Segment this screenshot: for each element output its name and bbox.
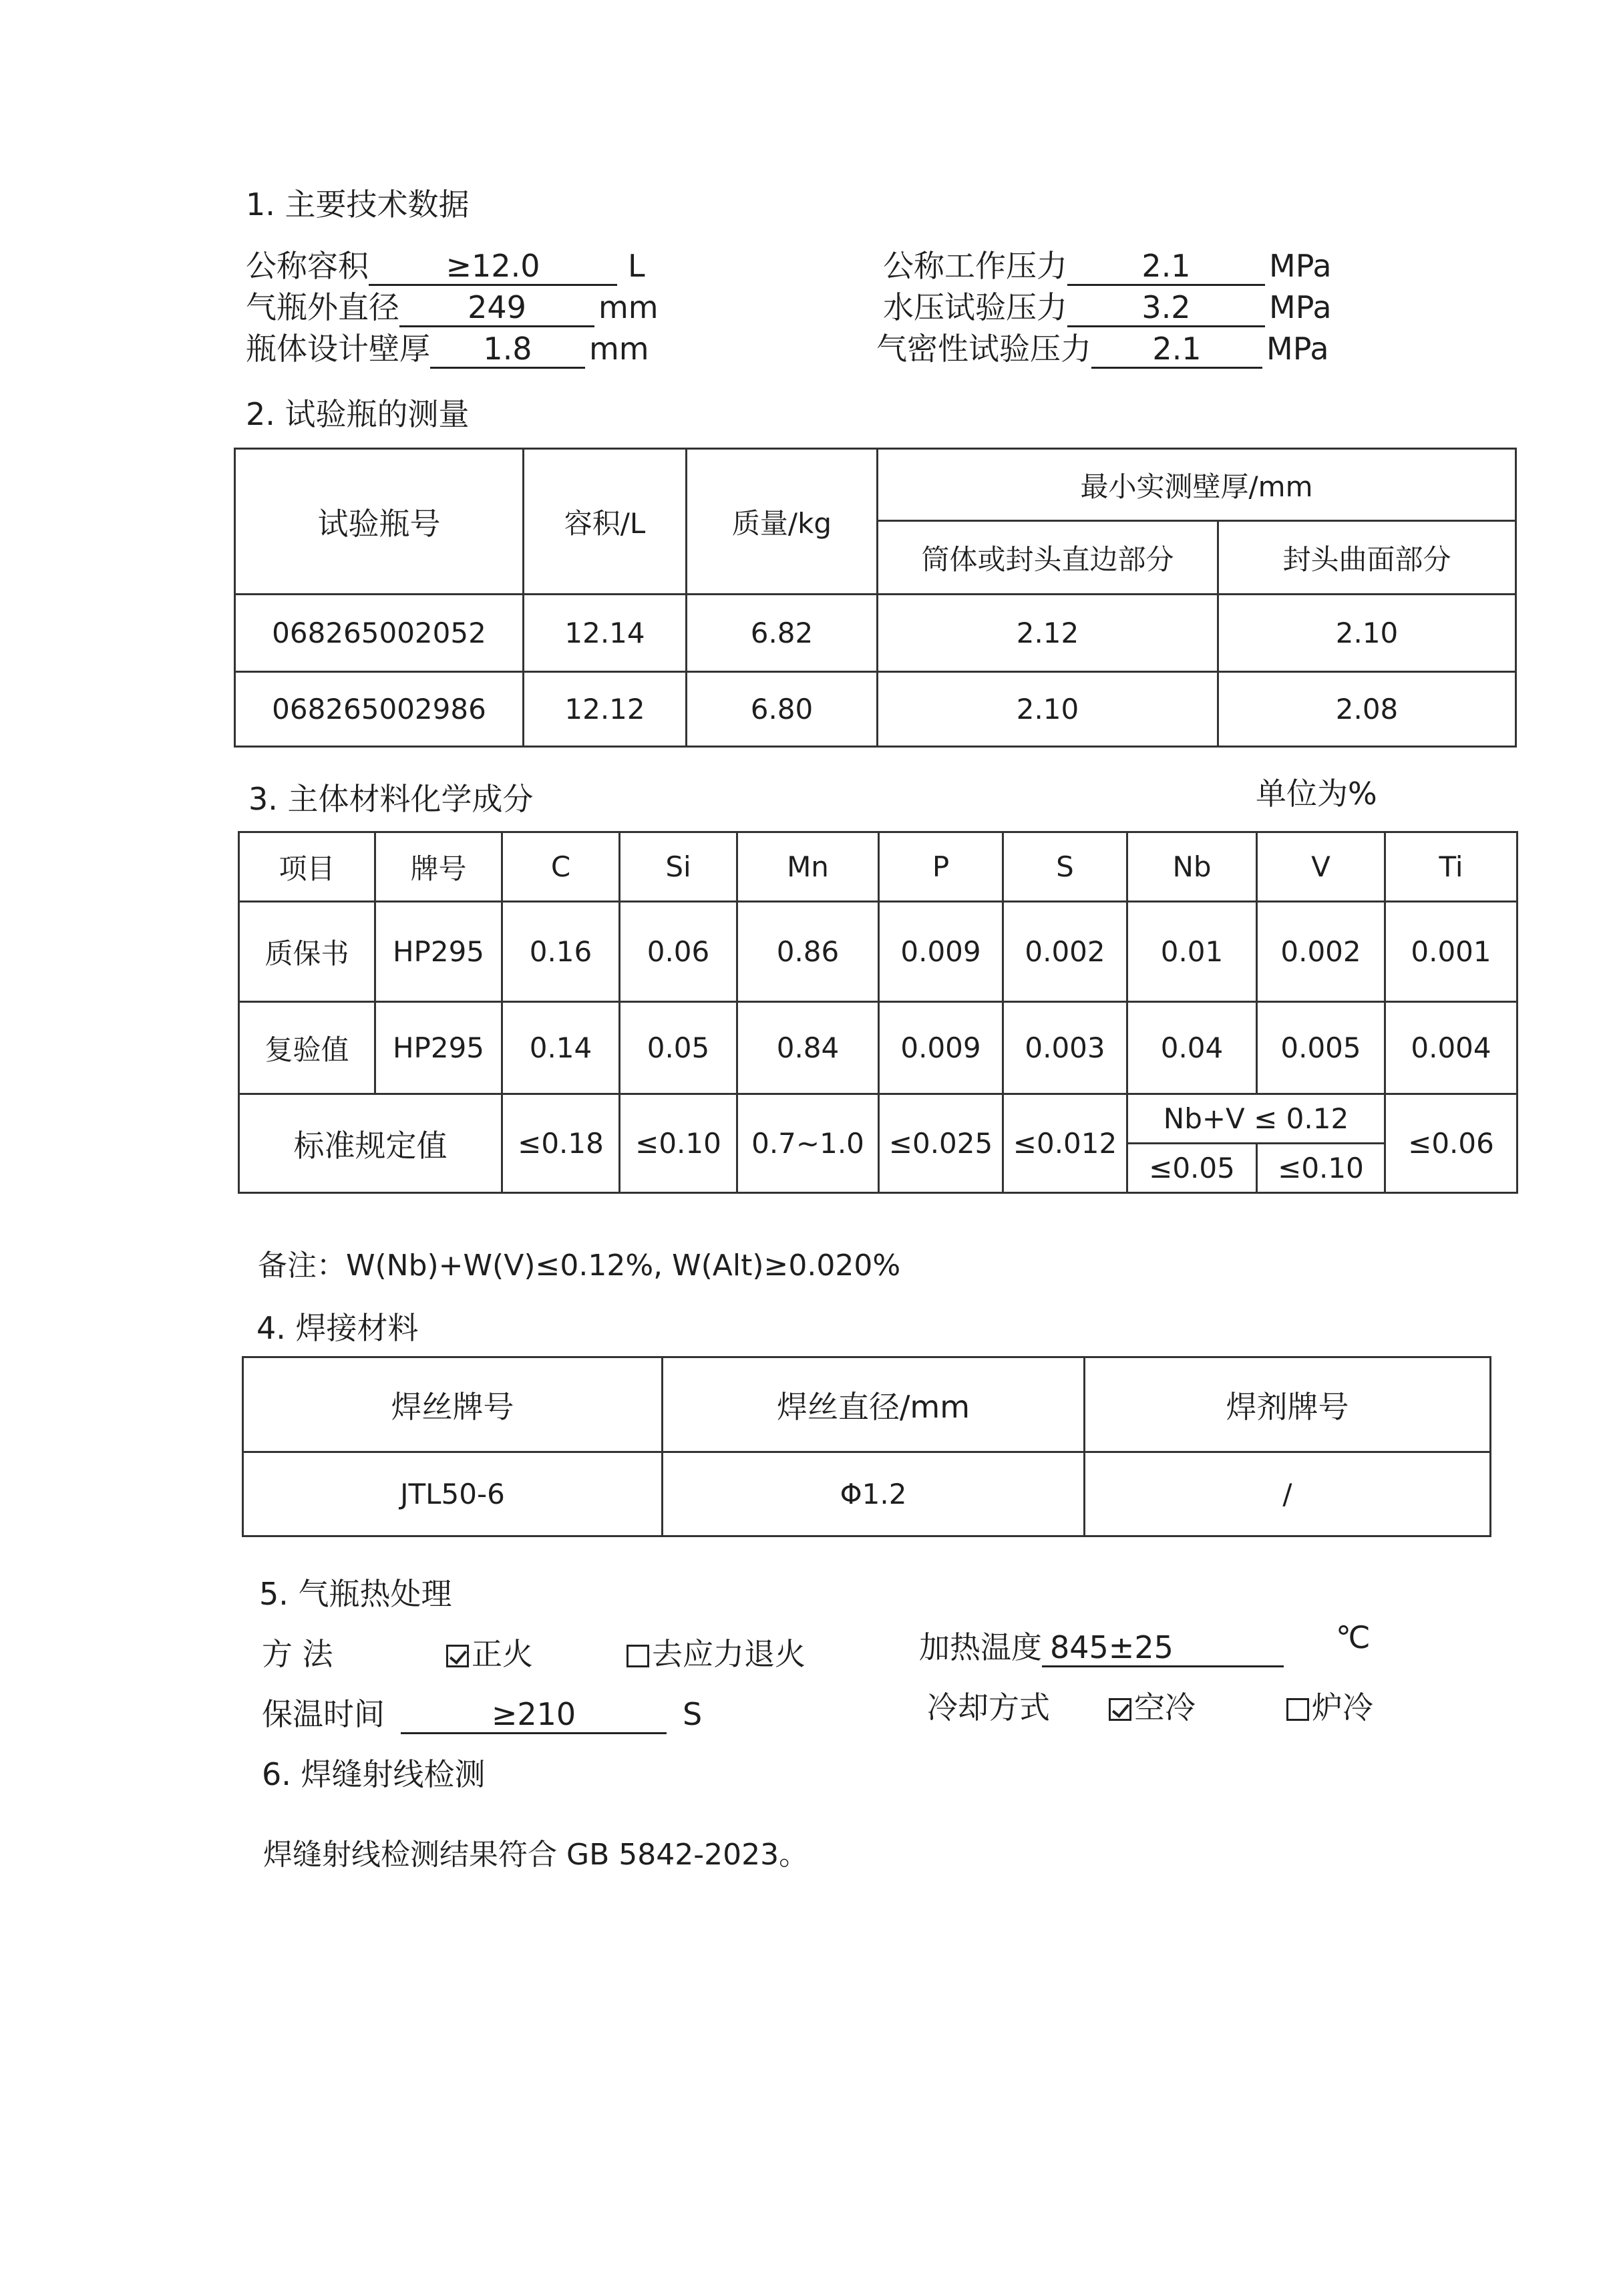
hold-time-label: 保温时间: [262, 1696, 385, 1732]
option-furnace-cool-label: 炉冷: [1312, 1689, 1373, 1726]
item-cell: 复验值: [239, 1002, 375, 1094]
col-wire-diameter: 焊丝直径/mm: [663, 1357, 1085, 1452]
section-2-title: 2. 试验瓶的测量: [246, 396, 470, 432]
straight-cell: 2.10: [878, 672, 1218, 747]
standard-si: ≤0.10: [620, 1094, 737, 1193]
grade-cell: HP295: [375, 1002, 502, 1094]
wire-grade-cell: JTL50-6: [243, 1452, 663, 1536]
chemical-composition-table: [238, 831, 1518, 1194]
heat-temp-value: 845±25: [1042, 1630, 1284, 1667]
leak-pressure-row: [876, 325, 1329, 369]
standard-nb: ≤0.05: [1127, 1144, 1257, 1193]
welding-material-table: [242, 1356, 1491, 1537]
straight-cell: 2.12: [878, 595, 1218, 672]
standard-s: ≤0.012: [1003, 1094, 1127, 1193]
table-row: [239, 902, 1517, 1002]
hold-time-unit: S: [683, 1696, 703, 1732]
col-curved-part: 封头曲面部分: [1218, 521, 1516, 595]
option-normalize[interactable]: [446, 1630, 533, 1674]
grade-cell: HP295: [375, 902, 502, 1002]
value-cell: 0.002: [1257, 902, 1385, 1002]
standard-p: ≤0.025: [879, 1094, 1003, 1193]
value-cell: 0.14: [502, 1002, 620, 1094]
option-air-cool[interactable]: [1109, 1683, 1196, 1728]
option-normalize-label: 正火: [472, 1636, 533, 1672]
nominal-volume-value: ≥12.0: [369, 249, 617, 286]
value-cell: 0.06: [620, 902, 737, 1002]
leak-pressure-unit: MPa: [1266, 331, 1329, 367]
value-cell: 0.003: [1003, 1002, 1127, 1094]
value-cell: 0.84: [737, 1002, 879, 1094]
col-s: S: [1003, 832, 1127, 902]
welding-header-row: [243, 1357, 1491, 1452]
section-5-title: 5. 气瓶热处理: [259, 1576, 452, 1612]
bottle-no-cell: 068265002052: [235, 595, 524, 672]
outer-diameter-label: 气瓶外直径: [246, 289, 399, 325]
option-furnace-cool[interactable]: [1286, 1683, 1373, 1728]
table-row: [235, 595, 1516, 672]
col-nb: Nb: [1127, 832, 1257, 902]
col-si: Si: [620, 832, 737, 902]
col-grade: 牌号: [375, 832, 502, 902]
wall-thickness-label: 瓶体设计壁厚: [246, 331, 430, 367]
standard-row: [239, 1094, 1517, 1144]
value-cell: 0.86: [737, 902, 879, 1002]
wall-thickness-row: [246, 325, 649, 369]
value-cell: 0.005: [1257, 1002, 1385, 1094]
cooling-label: 冷却方式: [927, 1689, 1050, 1726]
hold-time-row: [262, 1690, 702, 1734]
working-pressure-label: 公称工作压力: [883, 248, 1067, 284]
option-air-cool-label: 空冷: [1134, 1689, 1196, 1726]
method-label: 方 法: [262, 1636, 333, 1672]
value-cell: 0.16: [502, 902, 620, 1002]
value-cell: 0.002: [1003, 902, 1127, 1002]
leak-pressure-value: 2.1: [1091, 331, 1262, 369]
col-wire-grade: 焊丝牌号: [243, 1357, 663, 1452]
measurement-table: [234, 448, 1517, 748]
volume-cell: 12.12: [524, 672, 687, 747]
table-header-row: [235, 449, 1516, 521]
value-cell: 0.04: [1127, 1002, 1257, 1094]
unchecked-checkbox-icon[interactable]: [1286, 1698, 1309, 1721]
value-cell: 0.004: [1385, 1002, 1517, 1094]
outer-diameter-unit: mm: [598, 289, 659, 325]
col-p: P: [879, 832, 1003, 902]
table-row: [243, 1452, 1491, 1536]
flux-grade-cell: /: [1085, 1452, 1491, 1536]
outer-diameter-value: 249: [399, 290, 594, 327]
volume-cell: 12.14: [524, 595, 687, 672]
wire-diameter-cell: Φ1.2: [663, 1452, 1085, 1536]
section-6-title: 6. 焊缝射线检测: [262, 1756, 486, 1792]
col-volume: 容积/L: [524, 449, 687, 595]
standard-v: ≤0.10: [1257, 1144, 1385, 1193]
value-cell: 0.05: [620, 1002, 737, 1094]
value-cell: 0.009: [879, 902, 1003, 1002]
heat-temp-label: 加热温度: [919, 1629, 1042, 1665]
value-cell: 0.009: [879, 1002, 1003, 1094]
curved-cell: 2.10: [1218, 595, 1516, 672]
col-v: V: [1257, 832, 1385, 902]
working-pressure-unit: MPa: [1269, 248, 1332, 284]
heat-temp-unit: ℃: [1336, 1619, 1371, 1655]
checked-checkbox-icon[interactable]: [1109, 1698, 1131, 1721]
section-4-title: 4. 焊接材料: [256, 1310, 419, 1346]
table-row: [239, 1002, 1517, 1094]
composition-remark: 备注：W(Nb)+W(V)≤0.12%, W(Alt)≥0.020%: [258, 1249, 901, 1283]
value-cell: 0.001: [1385, 902, 1517, 1002]
standard-mn: 0.7~1.0: [737, 1094, 879, 1193]
working-pressure-value: 2.1: [1067, 249, 1265, 286]
table-row: [235, 672, 1516, 747]
nominal-volume-unit: L: [628, 248, 645, 284]
standard-label: 标准规定值: [239, 1094, 502, 1193]
hydro-pressure-row: [883, 283, 1332, 327]
standard-c: ≤0.18: [502, 1094, 620, 1193]
hydro-pressure-value: 3.2: [1067, 290, 1265, 327]
radiography-result: 焊缝射线检测结果符合 GB 5842-2023。: [263, 1838, 809, 1872]
option-stress-relief-label: 去应力退火: [652, 1636, 806, 1672]
option-stress-relief[interactable]: [627, 1630, 806, 1674]
col-flux-grade: 焊剂牌号: [1085, 1357, 1491, 1452]
col-c: C: [502, 832, 620, 902]
leak-pressure-label: 气密性试验压力: [876, 331, 1091, 367]
hydro-pressure-unit: MPa: [1269, 289, 1332, 325]
curved-cell: 2.08: [1218, 672, 1516, 747]
mass-cell: 6.80: [687, 672, 878, 747]
nominal-volume-label: 公称容积: [246, 248, 369, 284]
col-straight-part: 筒体或封头直边部分: [878, 521, 1218, 595]
working-pressure-row: [883, 242, 1332, 286]
composition-header-row: [239, 832, 1517, 902]
checked-checkbox-icon[interactable]: [446, 1645, 469, 1667]
wall-thickness-unit: mm: [589, 331, 649, 367]
col-item: 项目: [239, 832, 375, 902]
col-mass: 质量/kg: [687, 449, 878, 595]
unit-note: 单位为%: [1256, 776, 1377, 812]
hydro-pressure-label: 水压试验压力: [883, 289, 1067, 325]
unchecked-checkbox-icon[interactable]: [627, 1645, 649, 1667]
col-min-wall: 最小实测壁厚/mm: [878, 449, 1516, 521]
bottle-no-cell: 068265002986: [235, 672, 524, 747]
col-bottle-no: 试验瓶号: [235, 449, 524, 595]
hold-time-value: ≥210: [401, 1697, 667, 1734]
col-mn: Mn: [737, 832, 879, 902]
nominal-volume-row: [246, 242, 645, 286]
standard-nb-v: Nb+V ≤ 0.12: [1127, 1094, 1385, 1144]
item-cell: 质保书: [239, 902, 375, 1002]
col-ti: Ti: [1385, 832, 1517, 902]
standard-ti: ≤0.06: [1385, 1094, 1517, 1193]
section-3-title: 3. 主体材料化学成分: [248, 781, 534, 817]
outer-diameter-row: [246, 283, 659, 327]
section-1-title: 1. 主要技术数据: [246, 186, 470, 222]
wall-thickness-value: 1.8: [430, 331, 585, 369]
heat-temp-row: [919, 1623, 1284, 1667]
mass-cell: 6.82: [687, 595, 878, 672]
value-cell: 0.01: [1127, 902, 1257, 1002]
